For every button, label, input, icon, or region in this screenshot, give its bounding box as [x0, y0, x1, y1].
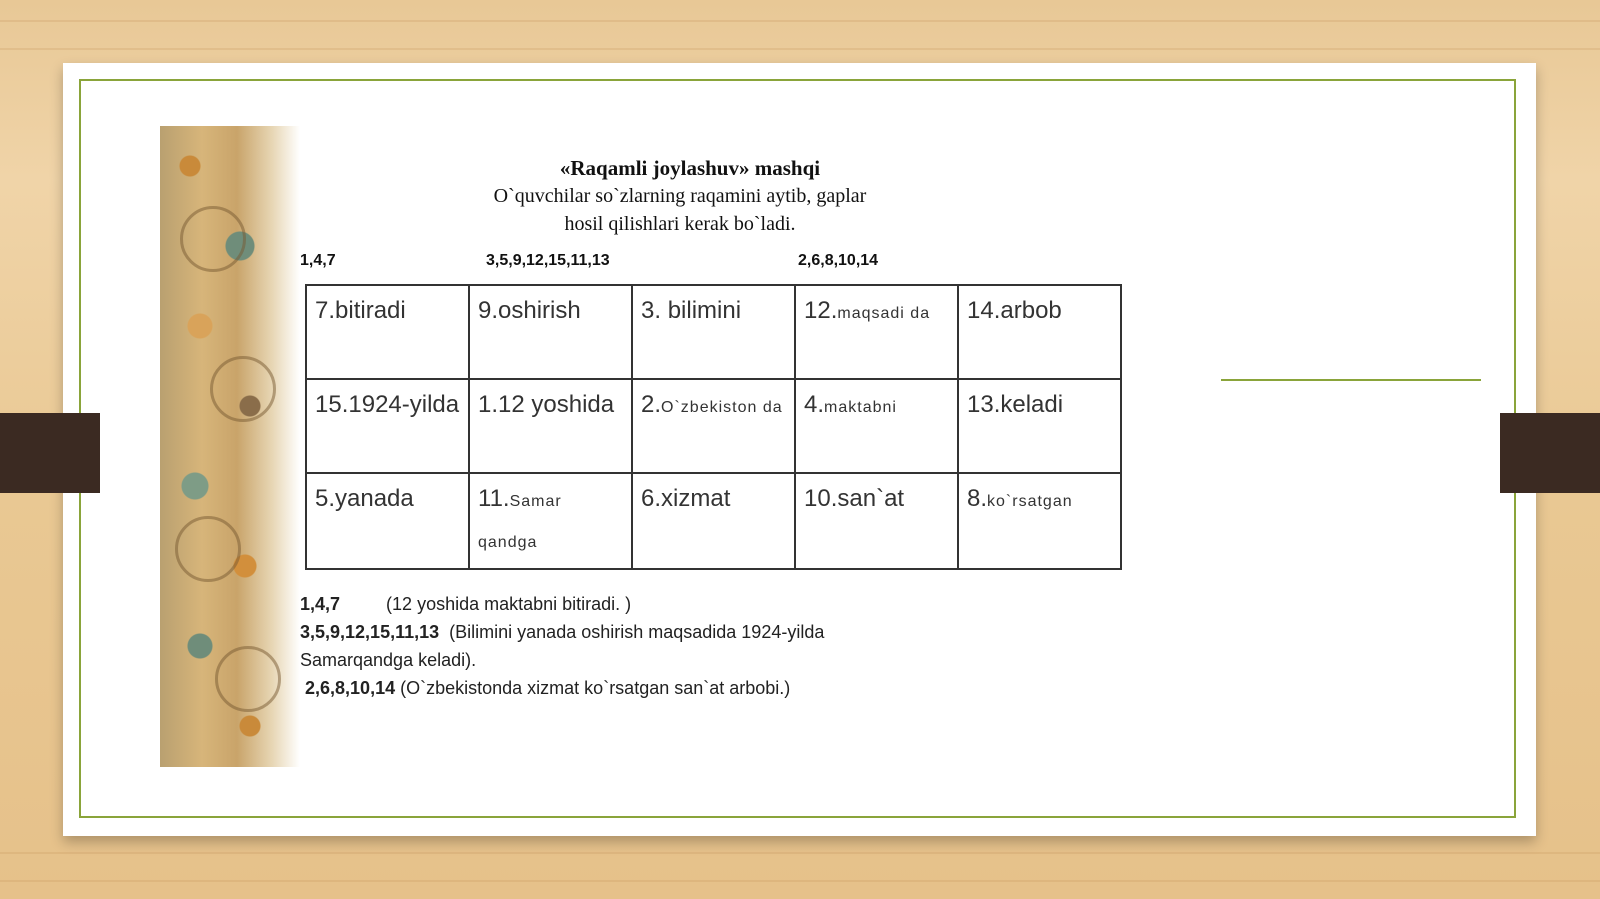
- answer-text: (Bilimini yanada oshirish maqsadida 1924-yilda: [449, 622, 825, 642]
- table-cell: [795, 473, 958, 569]
- right-binder-tab: [1500, 413, 1600, 493]
- cell-word: maqsadi da: [837, 305, 931, 322]
- table-cell: [795, 285, 958, 379]
- cell-number: 4.: [804, 391, 825, 418]
- cell-number: 15.: [315, 391, 349, 418]
- cell-word: ko`rsatgan: [987, 493, 1073, 510]
- table-cell: [306, 285, 469, 379]
- cell-word: 1924-yilda: [348, 391, 460, 418]
- cell-number: 14.: [967, 297, 1001, 324]
- table-row: [306, 379, 1121, 473]
- cell-word: san`at: [837, 485, 905, 512]
- cell-word: bitiradi: [335, 297, 406, 324]
- table-cell: [306, 473, 469, 569]
- table-cell: [632, 379, 795, 473]
- table-cell: [632, 285, 795, 379]
- table-cell: [469, 379, 632, 473]
- answer-line: [300, 618, 824, 646]
- cell-number: 5.: [315, 485, 336, 512]
- cell-word: O`zbekiston da: [661, 399, 783, 416]
- answer-key: 1,4,7: [300, 594, 341, 614]
- answer-text: Samarqandga keladi).: [300, 650, 477, 670]
- answer-line: [300, 674, 824, 702]
- cell-word: maktabni: [824, 399, 897, 416]
- table-row: [306, 473, 1121, 569]
- cell-number: 6.: [641, 485, 662, 512]
- exercise-instruction: [380, 182, 980, 238]
- cell-word: xizmat: [661, 485, 731, 512]
- cell-word: Samar qandga: [478, 493, 562, 551]
- answer-key: 3,5,9,12,15,11,13: [300, 622, 440, 642]
- cell-number: 11.: [478, 485, 510, 512]
- exercise-image: [160, 126, 1160, 767]
- table-cell: [795, 379, 958, 473]
- cell-number: 8.: [967, 485, 988, 512]
- cell-word: arbob: [1000, 297, 1062, 324]
- cell-number: 3.: [641, 297, 668, 324]
- table-cell: [469, 473, 632, 569]
- cell-number: 10.: [804, 485, 838, 512]
- cell-word: 12 yoshida: [498, 391, 615, 418]
- cell-number: 13.: [967, 391, 1001, 418]
- answer-key: 2,6,8,10,14: [305, 678, 396, 698]
- table-cell: [958, 473, 1121, 569]
- group-label: 2,6,8,10,14: [798, 252, 879, 269]
- table-cell: [469, 285, 632, 379]
- ornament-border: [160, 126, 300, 767]
- answers: [300, 590, 824, 702]
- table-row: [306, 285, 1121, 379]
- cell-number: 2.: [641, 391, 662, 418]
- cell-number: 12.: [804, 297, 838, 324]
- table-cell: [632, 473, 795, 569]
- cell-word: oshirish: [498, 297, 581, 324]
- table-cell: [958, 379, 1121, 473]
- cell-word: bilimini: [667, 297, 742, 324]
- word-table: [305, 284, 1122, 570]
- table-cell: [306, 379, 469, 473]
- left-binder-tab: [0, 413, 100, 493]
- answer-text: (O`zbekistonda xizmat ko`rsatgan san`at arbobi.): [400, 678, 791, 698]
- instruction-line: hosil qilishlari kerak bo`ladi.: [564, 213, 796, 235]
- group-label: 1,4,7: [300, 252, 336, 269]
- answer-line: [300, 646, 824, 674]
- answer-line: [300, 590, 824, 618]
- cell-number: 7.: [315, 297, 336, 324]
- group-label: 3,5,9,12,15,11,13: [486, 252, 610, 269]
- cell-number: 1.: [478, 391, 499, 418]
- instruction-line: O`quvchilar so`zlarning raqamini aytib, gaplar: [493, 185, 867, 207]
- exercise-title: «Raqamli joylashuv» mashqi: [559, 156, 821, 180]
- answer-text: (12 yoshida maktabni bitiradi. ): [386, 594, 632, 614]
- cell-word: keladi: [1000, 391, 1064, 418]
- table-cell: [958, 285, 1121, 379]
- accent-line: [1221, 379, 1481, 381]
- cell-word: yanada: [335, 485, 414, 512]
- cell-number: 9.: [478, 297, 499, 324]
